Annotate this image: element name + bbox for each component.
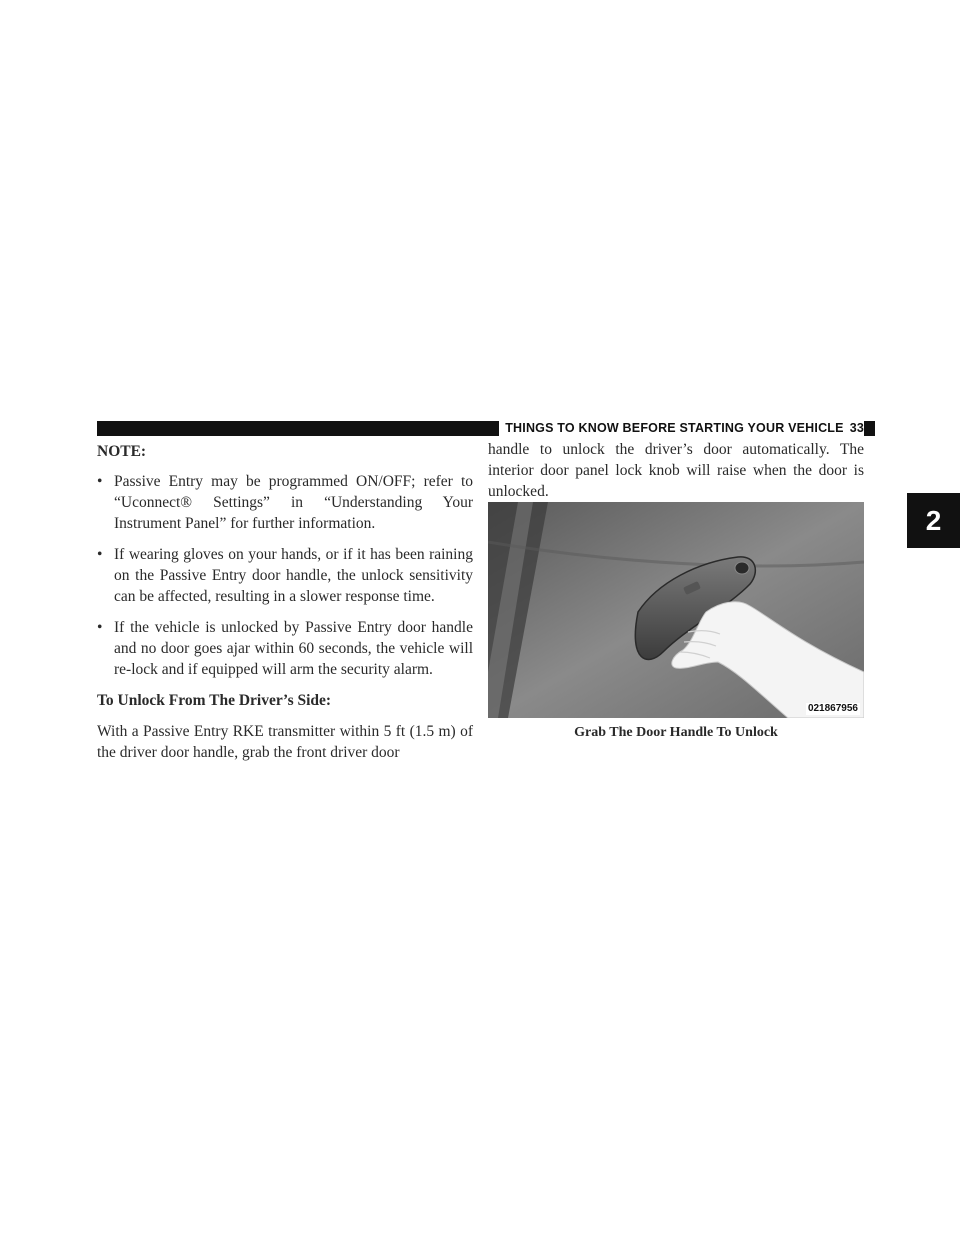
bullet-icon: •	[97, 619, 103, 636]
door-handle-illustration-icon	[488, 502, 864, 718]
list-item	[97, 617, 473, 680]
left-column	[97, 439, 473, 763]
bullet-text: If the vehicle is unlocked by Passive Entry door handle and no door goes ajar within 60 seconds, the vehicle will re-lock and if equipped will arm the security alarm.	[114, 619, 473, 678]
list-item	[97, 544, 473, 607]
lock-cylinder	[735, 562, 749, 574]
bullet-text: Passive Entry may be programmed ON/OFF; refer to “Uconnect® Settings” in “Understanding Your Instrument Panel” for further information.	[114, 473, 473, 532]
note-heading: NOTE:	[97, 443, 147, 460]
list-item	[97, 471, 473, 534]
section-title: THINGS TO KNOW BEFORE STARTING YOUR VEHICLE	[505, 421, 844, 435]
bullet-text: If wearing gloves on your hands, or if it has been raining on the Passive Entry door handle, the unlock sensitivity can be affected, resulting in a slower response time.	[114, 546, 473, 605]
subheading: To Unlock From The Driver’s Side:	[97, 692, 332, 709]
running-header	[499, 419, 864, 437]
chapter-tab: 2	[907, 493, 960, 548]
right-column	[488, 439, 864, 502]
page-number: 33	[849, 421, 864, 435]
note-bullet-list	[97, 471, 473, 680]
figure-caption: Grab The Door Handle To Unlock	[574, 725, 778, 740]
bullet-icon: •	[97, 473, 103, 490]
door-handle-figure	[488, 502, 864, 718]
body-paragraph-continued: handle to unlock the driver’s door automatically. The interior door panel lock knob will raise when the door is unlocked.	[488, 441, 864, 500]
body-paragraph: With a Passive Entry RKE transmitter within 5 ft (1.5 m) of the driver door handle, grab the front driver door	[97, 723, 473, 761]
figure-code: 021867956	[807, 703, 858, 714]
bullet-icon: •	[97, 546, 103, 563]
